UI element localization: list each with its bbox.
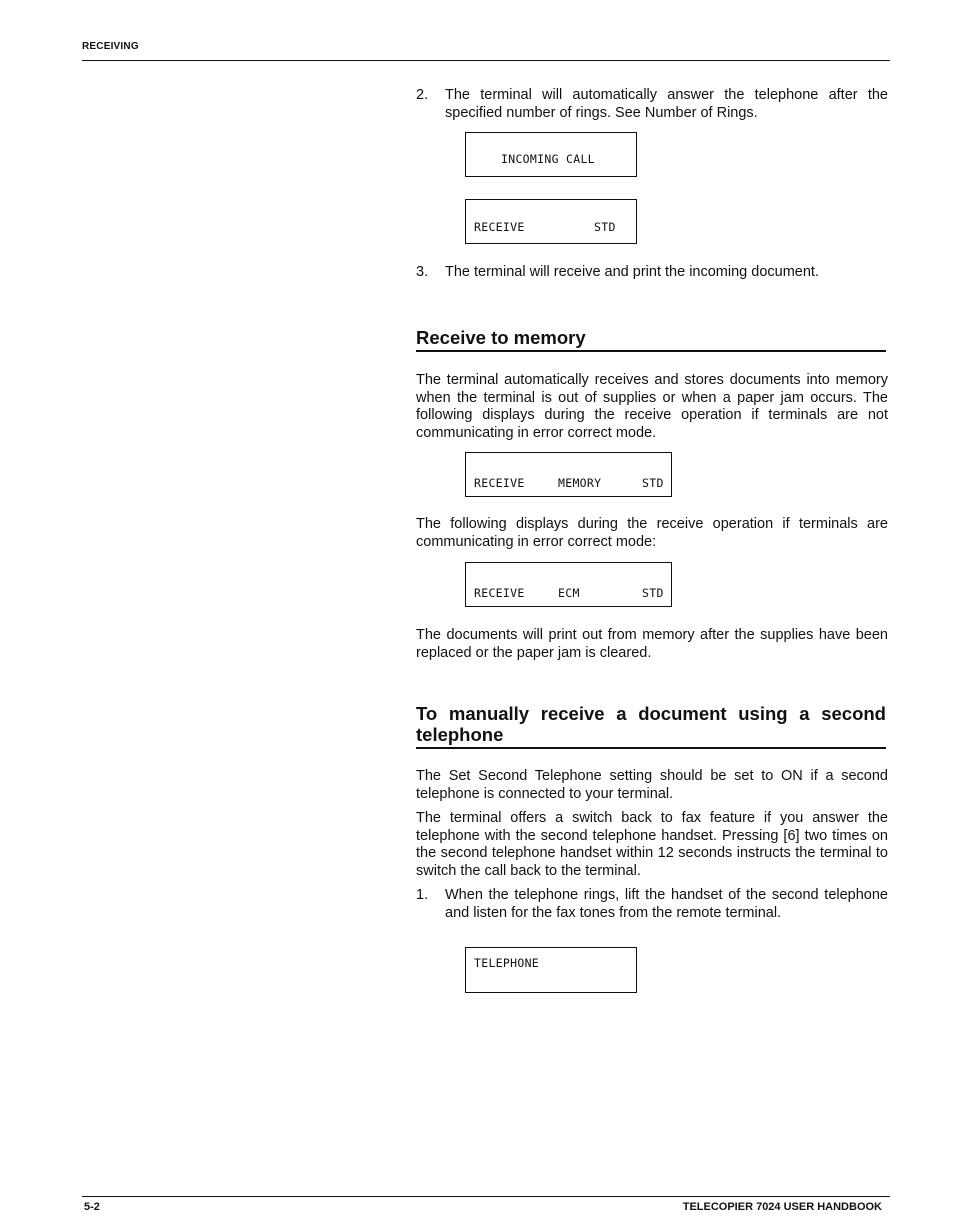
lcd-text-left: RECEIVE bbox=[474, 586, 525, 600]
lcd-text-mid: ECM bbox=[558, 586, 580, 600]
step-3 bbox=[416, 264, 888, 282]
running-head: RECEIVING bbox=[82, 41, 139, 52]
step-2 bbox=[416, 87, 888, 122]
lcd-display-receive-std bbox=[465, 199, 637, 244]
heading-line: telephone bbox=[416, 724, 504, 745]
lcd-text-right: STD bbox=[642, 476, 664, 490]
paragraph: The following displays during the receive operation if terminals are communicating in error correct mode: bbox=[416, 516, 888, 550]
book-title: TELECOPIER 7024 USER HANDBOOK bbox=[682, 1201, 882, 1213]
paragraph: The documents will print out from memory after the supplies have been replaced or the paper jam is cleared. bbox=[416, 627, 888, 661]
section-heading-second-telephone bbox=[416, 703, 886, 745]
step-number: 3. bbox=[416, 264, 429, 280]
heading-line: To manually receive a document using a second bbox=[416, 703, 886, 724]
step-text: The terminal will automatically answer the telephone after the specified number of rings. See Number of Rings. bbox=[445, 87, 888, 121]
lcd-display-receive-ecm bbox=[465, 562, 672, 607]
paragraph: The terminal automatically receives and stores documents into memory when the terminal is out of supplies or when a paper jam occurs. The following displays during the receive operation if terminals are not communicating in error correct mode. bbox=[416, 372, 888, 441]
footer-rule bbox=[82, 1196, 890, 1197]
lcd-text-right: STD bbox=[594, 220, 616, 234]
heading-rule bbox=[416, 350, 886, 352]
header-rule bbox=[82, 60, 890, 61]
lcd-text-left: RECEIVE bbox=[474, 476, 525, 490]
step-text: When the telephone rings, lift the handset of the second telephone and listen for the fax tones from the remote terminal. bbox=[445, 887, 888, 921]
paragraph: The terminal offers a switch back to fax feature if you answer the telephone with the second telephone handset. Pressing [6] two times on the second telephone handset within 12 seconds instructs the terminal to switch the call back to the terminal. bbox=[416, 810, 888, 879]
paragraph: The Set Second Telephone setting should be set to ON if a second telephone is connected to your terminal. bbox=[416, 768, 888, 802]
lcd-text-left: RECEIVE bbox=[474, 220, 525, 234]
lcd-text: INCOMING CALL bbox=[501, 152, 595, 166]
step-number: 1. bbox=[416, 887, 429, 903]
lcd-display-receive-memory bbox=[465, 452, 672, 497]
step-number: 2. bbox=[416, 87, 429, 103]
section-heading-receive-to-memory: Receive to memory bbox=[416, 327, 586, 348]
lcd-text: TELEPHONE bbox=[474, 956, 540, 970]
lcd-display-telephone bbox=[465, 947, 637, 993]
heading-rule bbox=[416, 747, 886, 749]
step-1 bbox=[416, 887, 888, 922]
step-text: The terminal will receive and print the incoming document. bbox=[445, 264, 819, 280]
lcd-text-right: STD bbox=[642, 586, 664, 600]
lcd-display-incoming-call bbox=[465, 132, 637, 177]
page-number: 5-2 bbox=[84, 1201, 100, 1213]
lcd-text-mid: MEMORY bbox=[558, 476, 602, 490]
